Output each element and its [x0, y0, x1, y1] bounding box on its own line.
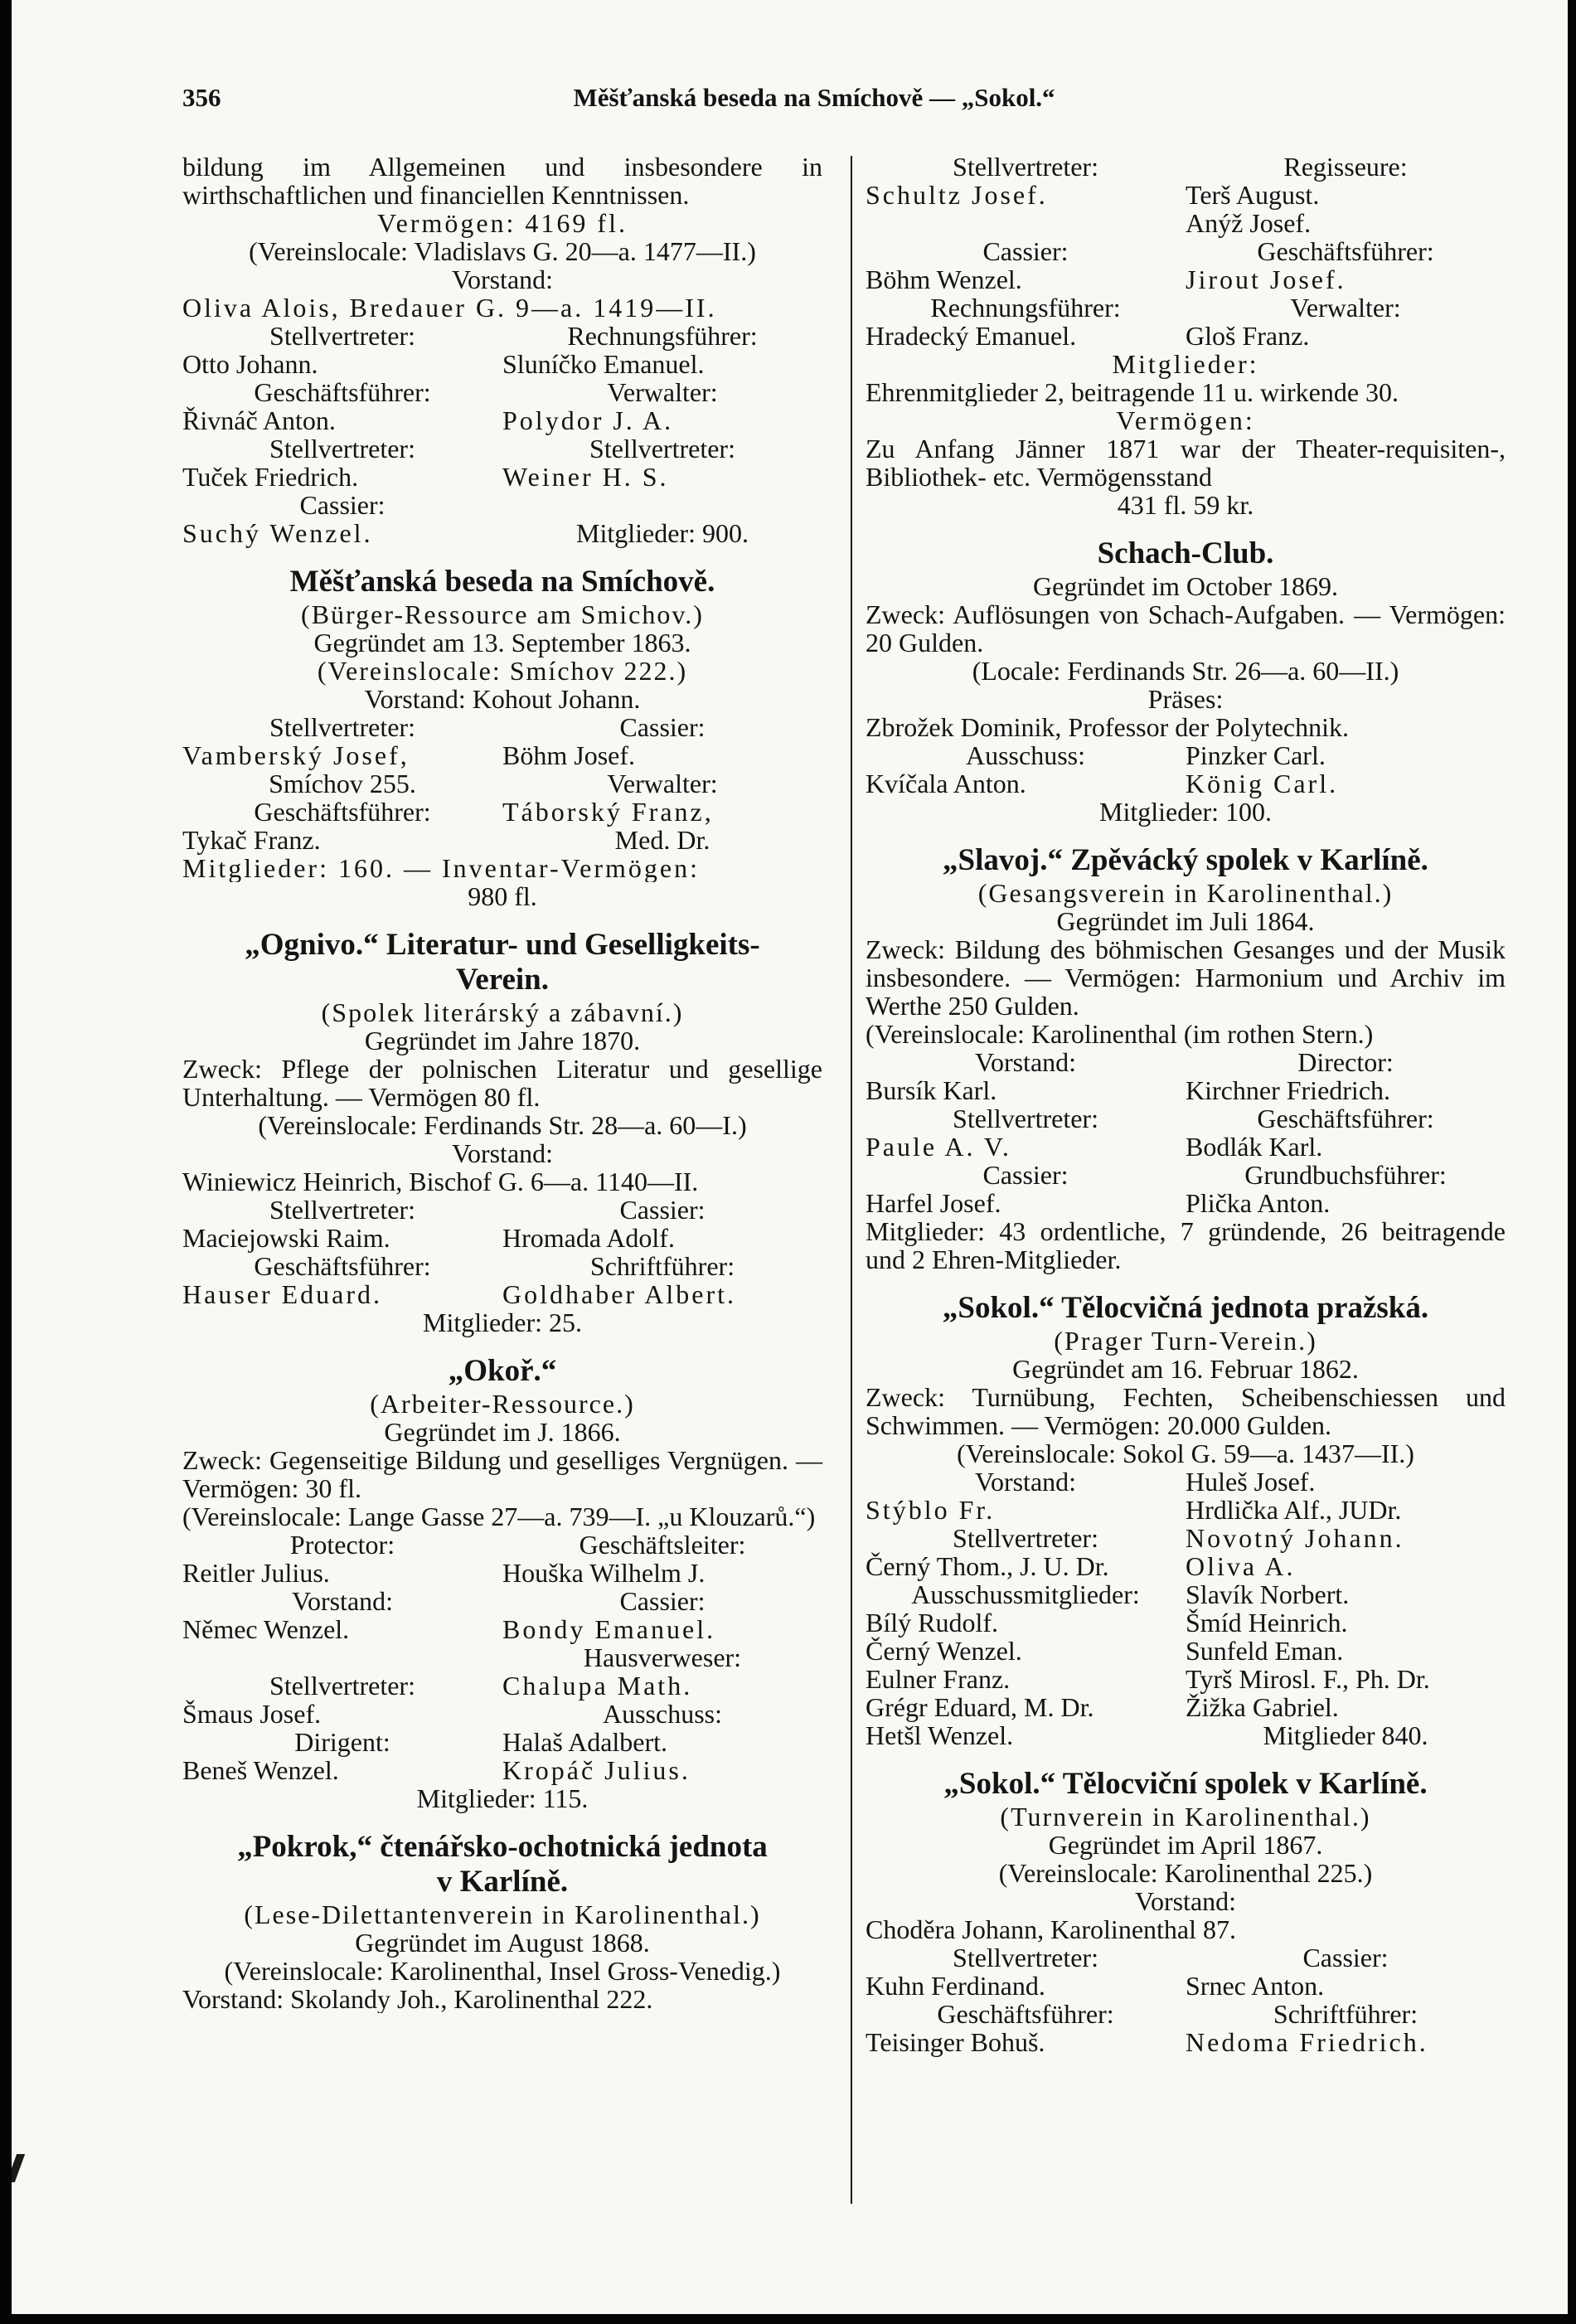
member-name: König Carl. [1186, 769, 1339, 798]
names-row [866, 1496, 1506, 1524]
member-name: Otto Johann. [182, 349, 318, 379]
member-name: Anýž Josef. [1186, 208, 1312, 238]
member-name: Šmíd Heinrich. [1186, 1608, 1348, 1637]
member-name: Tykač Franz. [182, 825, 321, 855]
member-count: Mitglieder: 43 ordentliche, 7 gründende, 26 beitragende und 2 Ehren-Mitglieder. [866, 1216, 1506, 1274]
entry-subtitle: (Bürger-Ressource am Smichov.) [301, 599, 704, 629]
roles-row [866, 1048, 1506, 1076]
role-label [502, 491, 822, 519]
entry-sokol-karlin [866, 1768, 1506, 2056]
names-row [866, 1637, 1506, 1665]
member-count: Mitglieder: 115. [416, 1783, 589, 1813]
member-name: Paule A. V. [866, 1132, 1011, 1162]
roles-row [182, 378, 822, 406]
entry-locale: (Vereinslocale: Lange Gasse 27—a. 739—I. „u Klouzarů.“) [182, 1502, 816, 1531]
names-row [866, 181, 1506, 209]
role-label: Cassier: [982, 1160, 1069, 1190]
member-name: Tuček Friedrich. [182, 462, 359, 492]
names-row [182, 406, 822, 434]
board-chairman: Choděra Johann, Karolinenthal 87. [866, 1915, 1236, 1943]
roles-row [182, 1531, 822, 1559]
board-chairman: Zbrožek Dominik, Professor der Polytechnik. [866, 713, 1349, 741]
names-row [182, 1280, 822, 1308]
member-name: Hromada Adolf. [502, 1223, 675, 1253]
roles-row [182, 1252, 822, 1280]
entry-sokol-prazska [866, 1292, 1506, 1749]
roles-row [182, 798, 822, 826]
names-row [182, 350, 822, 378]
roles-row [866, 294, 1506, 322]
member-name: Hetšl Wenzel. [866, 1720, 1014, 1750]
roles-row [182, 322, 822, 350]
role-label: Verwalter: [607, 769, 718, 798]
member-name [866, 209, 1186, 237]
roles-row [866, 1161, 1506, 1189]
roles-row [866, 153, 1506, 181]
role-label: Stellvertreter: [269, 1195, 415, 1225]
role-label: Stellvertreter: [953, 1104, 1098, 1133]
member-name: Weiner H. S. [502, 462, 669, 492]
member-name: Sluníčko Emanuel. [502, 349, 705, 379]
entry-locale: (Vereinslocale: Karolinenthal (im rothen Stern.) [866, 1019, 1374, 1049]
entry-purpose: Zweck: Gegenseitige Bildung und geselliges Vergnügen. — Vermögen: 30 fl. [182, 1445, 822, 1503]
names-row [182, 1671, 822, 1700]
scan-edge-mark [12, 2154, 25, 2182]
entry-purpose: Zweck: Auflösungen von Schach-Aufgaben. — Vermögen: 20 Gulden. [866, 599, 1506, 657]
member-name: Suchý Wenzel. [182, 518, 373, 548]
entry-theater-continued [866, 153, 1506, 519]
member-name: Kropáč Julius. [502, 1755, 691, 1785]
member-name: Terš August. [1186, 180, 1320, 210]
page-number: 356 [182, 83, 221, 112]
entry-locale: (Locale: Ferdinands Str. 26—a. 60—II.) [972, 656, 1399, 686]
entry-title: „Ognivo.“ Literatur- und Geselligkeits- [245, 928, 760, 962]
role-label: Cassier: [1302, 1943, 1389, 1972]
entry-continued [182, 153, 822, 547]
member-name: Táborský Franz, [502, 797, 714, 827]
member-name: Grégr Eduard, M. Dr. [866, 1692, 1094, 1722]
role-label: Geschäftsführer: [254, 377, 431, 407]
member-name: Halaš Adalbert. [502, 1727, 668, 1757]
entry-purpose: Zweck: Pflege der polnischen Literatur und gesellige Unterhaltung. — Vermögen 80 fl. [182, 1054, 822, 1112]
names-row [866, 1524, 1506, 1552]
member-name: Gloš Franz. [1186, 321, 1310, 351]
names-row [182, 741, 822, 769]
names-row [182, 826, 822, 854]
role-label: Stellvertreter: [269, 434, 415, 463]
role-label: Stellvertreter: [589, 434, 735, 463]
entry-locale: (Vereinslocale: Karolinenthal, Insel Gross-Venedig.) [224, 1956, 781, 1986]
names-row [866, 1608, 1506, 1637]
member-name: Vamberský Josef, [182, 740, 410, 770]
member-name: Teisinger Bohuš. [866, 2027, 1045, 2057]
member-name: Bursík Karl. [866, 1075, 997, 1105]
entry-founded: Gegründet im J. 1866. [384, 1417, 621, 1447]
role-label: Mitglieder: [1112, 349, 1259, 379]
entry-locale: (Vereinslocale: Ferdinands Str. 28—a. 60—I.) [258, 1110, 747, 1140]
member-name: Bondy Emanuel. [502, 1614, 716, 1644]
entry-purpose: Zweck: Bildung des böhmischen Gesanges und der Musik insbesondere. — Vermögen: Harmonium und Archiv im Werthe 250 Gulden. [866, 934, 1506, 1021]
role-label: Cassier: [982, 236, 1069, 266]
role-label: Hausverweser: [583, 1642, 742, 1672]
names-row [866, 1133, 1506, 1161]
role-label: Protector: [289, 1530, 395, 1560]
entry-title: „Slavoj.“ Zpěvácký spolek v Karlíně. [943, 843, 1428, 877]
member-name: Reitler Julius. [182, 1558, 330, 1588]
role-label: Dirigent: [294, 1727, 390, 1757]
entry-assets: Zu Anfang Jänner 1871 war der Theater-requisiten-, Bibliothek- etc. Vermögensstand [866, 434, 1506, 492]
running-title: Měšťanská beseda na Smíchově — „Sokol.“ [573, 83, 1055, 112]
entry-title: Verein. [455, 963, 550, 997]
member-name: Huleš Josef. [1186, 1467, 1316, 1497]
entry-subtitle: (Spolek literárský a zábavní.) [321, 997, 684, 1027]
entry-title: Měšťanská beseda na Smíchově. [289, 565, 715, 599]
member-count: Mitglieder: 160. — Inventar-Vermögen: [182, 854, 700, 882]
roles-row [182, 434, 822, 463]
names-row [182, 463, 822, 491]
member-name: Böhm Josef. [502, 740, 635, 770]
role-label: Stellvertreter: [953, 1943, 1098, 1972]
role-label: Ausschussmitglieder: [911, 1579, 1140, 1609]
member-name: Bodlák Karl. [1186, 1132, 1323, 1162]
role-label: Geschäftsführer: [1257, 1104, 1434, 1133]
role-label: Geschäftsführer: [254, 797, 431, 827]
names-row [182, 1728, 822, 1756]
member-name: Slavík Norbert. [1186, 1579, 1350, 1609]
entry-title: „Pokrok,“ čtenářsko-ochotnická jednota [237, 1830, 768, 1864]
role-label: Vermögen: [1116, 405, 1255, 435]
role-label: Schriftführer: [589, 1251, 735, 1281]
member-name: Černý Thom., J. U. Dr. [866, 1551, 1109, 1581]
roles-row [866, 2000, 1506, 2028]
member-name: Oliva A. [1186, 1551, 1296, 1581]
names-row [866, 1076, 1506, 1104]
member-name: Beneš Wenzel. [182, 1755, 339, 1785]
entry-subtitle: (Lese-Dilettantenverein in Karolinenthal.) [244, 1899, 761, 1929]
member-name: Maciejowski Raim. [182, 1223, 390, 1253]
role-label: Stellvertreter: [269, 1671, 415, 1701]
member-name: Pinzker Carl. [1186, 740, 1326, 770]
entry-founded: Gegründet im Jahre 1870. [364, 1026, 641, 1055]
entry-title: v Karlíně. [436, 1865, 569, 1899]
entry-title: Schach-Club. [1097, 536, 1274, 570]
role-label: Präses: [1147, 684, 1224, 714]
member-count: Ehrenmitglieder 2, beitragende 11 u. wirkende 30. [866, 378, 1399, 406]
member-name: Kirchner Friedrich. [1186, 1075, 1391, 1105]
names-row [866, 1665, 1506, 1693]
member-name: Žižka Gabriel. [1186, 1692, 1339, 1722]
names-row [866, 265, 1506, 294]
member-count: Mitglieder: 100. [1099, 797, 1272, 827]
names-row [866, 769, 1506, 798]
board-chairman: Vorstand: Skolandy Joh., Karolinenthal 222. [182, 1985, 653, 2013]
roles-row [866, 1943, 1506, 1972]
role-label: Stellvertreter: [953, 1523, 1098, 1553]
roles-row [182, 713, 822, 741]
member-name: Stýblo Fr. [866, 1495, 996, 1525]
entry-assets: 431 fl. 59 kr. [1117, 490, 1254, 520]
roles-row [866, 237, 1506, 265]
role-label: Vorstand: [451, 264, 554, 294]
names-row [182, 769, 822, 798]
names-row [182, 1756, 822, 1784]
entry-locale: (Vereinslocale: Sokol G. 59—a. 1437—II.) [957, 1439, 1414, 1468]
board-chairman: Winiewicz Heinrich, Bischof G. 6—a. 1140—II. [182, 1167, 699, 1196]
entry-founded: Gegründet im Juli 1864. [1056, 906, 1315, 936]
names-row [866, 1693, 1506, 1721]
member-name: Němec Wenzel. [182, 1614, 350, 1644]
member-name: Schultz Josef. [866, 180, 1048, 210]
entry-title: „Sokol.“ Tělocvičná jednota pražská. [942, 1291, 1429, 1325]
entry-text: bildung im Allgemeinen und insbesondere in wirthschaftlichen und financiellen Kenntnissen. [182, 152, 822, 210]
entry-title: „Okoř.“ [448, 1354, 557, 1388]
roles-row [866, 1104, 1506, 1133]
names-row [866, 1189, 1506, 1217]
member-name: Nedoma Friedrich. [1186, 2027, 1428, 2057]
role-label: Vorstand: [1134, 1886, 1237, 1916]
entry-locale: (Vereinslocale: Karolinenthal 225.) [998, 1858, 1373, 1888]
entry-locale: (Vereinslocale: Vladislavs G. 20—a. 1477—II.) [249, 236, 756, 266]
member-name: Eulner Franz. [866, 1664, 1011, 1694]
role-label: Cassier: [619, 1586, 706, 1616]
role-label: Ausschuss: [602, 1699, 722, 1729]
member-name: Šmaus Josef. [182, 1699, 322, 1729]
entry-subtitle: (Prager Turn-Verein.) [1054, 1326, 1317, 1356]
names-row [866, 1552, 1506, 1580]
roles-row [182, 1643, 822, 1671]
names-row [866, 209, 1506, 237]
page [12, 0, 1568, 2314]
member-name: Sunfeld Eman. [1186, 1636, 1344, 1666]
member-title: Med. Dr. [614, 825, 710, 855]
member-name: Hrdlička Alf., JUDr. [1186, 1495, 1402, 1525]
role-label: Stellvertreter: [269, 712, 415, 742]
member-name: Srnec Anton. [1186, 1971, 1325, 2001]
role-label: Ausschuss: [965, 740, 1085, 770]
entry-title: „Sokol.“ Tělocviční spolek v Karlíně. [943, 1767, 1428, 1801]
role-label: Cassier: [299, 490, 386, 520]
names-row [866, 322, 1506, 350]
entry-slavoj [866, 844, 1506, 1274]
names-row [182, 1224, 822, 1252]
board-chairman: Oliva Alois, Bredauer G. 9—a. 1419—II. [182, 294, 717, 322]
role-label: Vorstand: [291, 1586, 394, 1616]
role-label: Vorstand: [974, 1047, 1077, 1077]
role-label [182, 1643, 502, 1671]
member-name: Hradecký Emanuel. [866, 321, 1077, 351]
roles-row [182, 1587, 822, 1615]
member-name: Řivnáč Anton. [182, 405, 336, 435]
member-count: Mitglieder 840. [1263, 1720, 1428, 1750]
member-name: Houška Wilhelm J. [502, 1558, 706, 1588]
member-count: Mitglieder: 900. [576, 518, 749, 548]
entry-assets: Vermögen: 4169 fl. [377, 208, 628, 238]
names-row [866, 1972, 1506, 2000]
names-row [866, 741, 1506, 769]
role-label: Vorstand: [974, 1467, 1077, 1497]
role-label: Verwalter: [1290, 293, 1401, 323]
entry-founded: Gegründet im August 1868. [355, 1928, 650, 1958]
member-name: Novotný Johann. [1186, 1523, 1404, 1553]
entry-assets: 980 fl. [468, 881, 537, 911]
member-name: Kvíčala Anton. [866, 769, 1026, 798]
role-label: Geschäftsführer: [937, 1999, 1114, 2029]
board-chairman: Vorstand: Kohout Johann. [364, 684, 641, 714]
role-label: Rechnungsführer: [567, 321, 758, 351]
entry-subtitle: (Turnverein in Karolinenthal.) [1000, 1802, 1371, 1832]
role-label: Stellvertreter: [953, 152, 1098, 182]
role-label: Verwalter: [607, 377, 718, 407]
names-row [182, 519, 822, 547]
role-label: Stellvertreter: [269, 321, 415, 351]
role-label: Cassier: [619, 1195, 706, 1225]
entry-purpose: Zweck: Turnübung, Fechten, Scheibenschiessen und Schwimmen. — Vermögen: 20.000 Gulden. [866, 1382, 1506, 1440]
role-label: Vorstand: [451, 1138, 554, 1168]
entry-schach-club [866, 537, 1506, 826]
role-label: Cassier: [619, 712, 706, 742]
entry-founded: Gegründet am 13. September 1863. [313, 628, 691, 657]
entry-founded: Gegründet am 16. Februar 1862. [1012, 1354, 1359, 1384]
entry-ognivo [182, 929, 822, 1337]
member-name: Goldhaber Albert. [502, 1279, 737, 1309]
member-name: Chalupa Math. [502, 1671, 693, 1701]
role-label: Regisseure: [1283, 152, 1408, 182]
member-name: Polydor J. A. [502, 405, 674, 435]
member-name: Tyrš Mirosl. F., Ph. Dr. [1186, 1664, 1430, 1694]
entry-pokrok [182, 1831, 822, 2013]
role-label: Geschäftsführer: [1257, 236, 1434, 266]
names-row [866, 2028, 1506, 2056]
member-name: Jirout Josef. [1186, 264, 1346, 294]
member-count: Mitglieder: 25. [423, 1308, 582, 1337]
names-row [182, 1615, 822, 1643]
entry-founded: Gegründet im October 1869. [1033, 571, 1338, 601]
names-row [182, 1559, 822, 1587]
member-name: Kuhn Ferdinand. [866, 1971, 1045, 2001]
entry-subtitle: (Gesangsverein in Karolinenthal.) [977, 878, 1394, 908]
left-column [182, 153, 822, 2031]
entry-subtitle: (Arbeiter-Ressource.) [370, 1389, 635, 1419]
role-label: Director: [1297, 1047, 1394, 1077]
roles-row [182, 491, 822, 519]
names-row [866, 1468, 1506, 1496]
role-label: Grundbuchsführer: [1244, 1160, 1447, 1190]
member-name: Böhm Wenzel. [866, 264, 1022, 294]
column-divider [851, 156, 852, 2204]
member-address: Smíchov 255. [269, 769, 416, 798]
role-label: Schriftführer: [1273, 1999, 1418, 2029]
role-label: Geschäftsführer: [254, 1251, 431, 1281]
role-label: Geschäftsleiter: [579, 1530, 746, 1560]
member-name: Plička Anton. [1186, 1188, 1331, 1218]
right-column [866, 153, 1506, 2074]
entry-founded: Gegründet im April 1867. [1048, 1830, 1323, 1860]
entry-okor [182, 1355, 822, 1812]
member-name: Bílý Rudolf. [866, 1608, 999, 1637]
roles-row [182, 1196, 822, 1224]
entry-mestanska-beseda [182, 565, 822, 910]
entry-locale: (Vereinslocale: Smíchov 222.) [317, 656, 688, 686]
member-name: Hauser Eduard. [182, 1279, 383, 1309]
names-row [866, 1721, 1506, 1749]
member-name: Harfel Josef. [866, 1188, 1001, 1218]
names-row [866, 1580, 1506, 1608]
role-label: Rechnungsführer: [930, 293, 1121, 323]
member-name: Černý Wenzel. [866, 1636, 1022, 1666]
page-header [182, 83, 1446, 119]
names-row [182, 1700, 822, 1728]
